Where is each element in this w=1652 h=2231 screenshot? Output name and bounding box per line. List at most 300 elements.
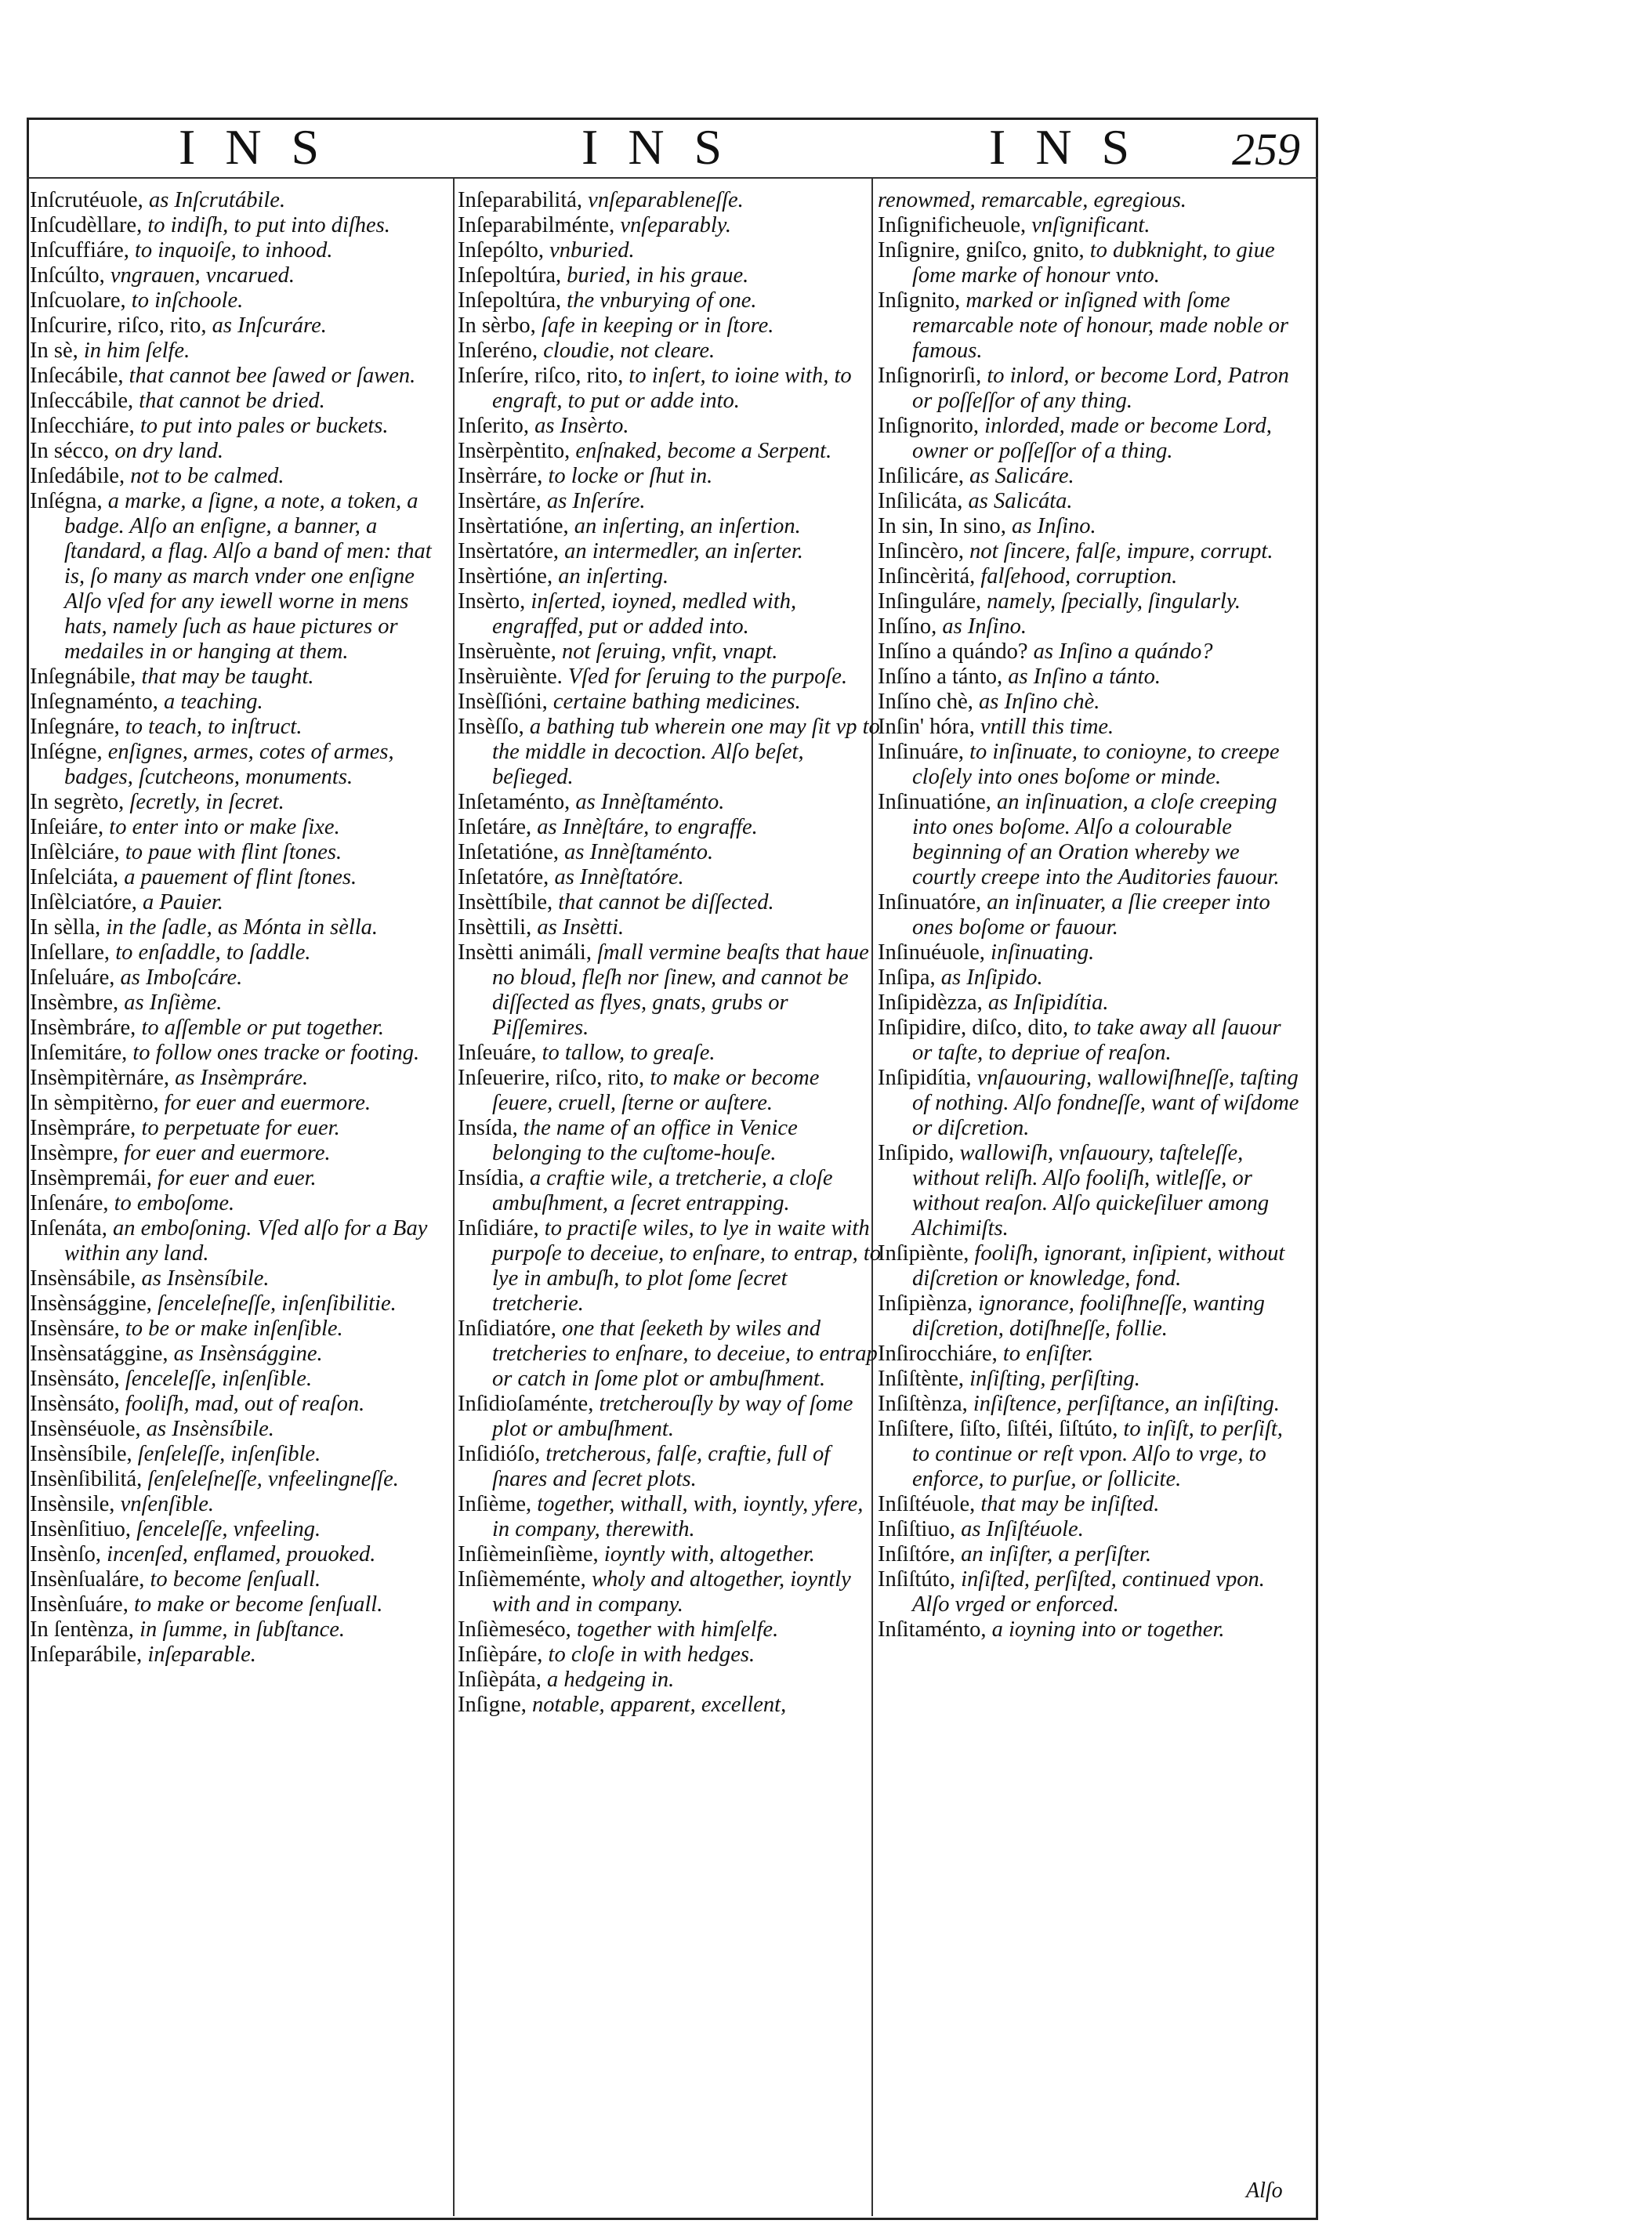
entry-definition: on dry land. bbox=[114, 439, 223, 463]
dictionary-entry bbox=[458, 589, 881, 639]
dictionary-entry bbox=[30, 1367, 453, 1392]
entry-headword: Inſeuáre, bbox=[458, 1041, 537, 1065]
entry-headword: Insèmbre, bbox=[30, 991, 119, 1015]
entry-headword: Insèmbráre, bbox=[30, 1016, 136, 1040]
dictionary-entry bbox=[878, 690, 1301, 715]
entry-headword: Insèrto, bbox=[458, 589, 526, 614]
dictionary-entry bbox=[458, 1567, 881, 1617]
entry-definition: to make or become ſeuere, cruell, ſterne or auſtere. bbox=[492, 1066, 820, 1115]
entry-definition: a craftie wile, a tretcherie, a cloſe ambuſhment, a ſecret entrapping. bbox=[492, 1166, 833, 1215]
entry-definition: inſiſting, perſiſting. bbox=[969, 1367, 1140, 1391]
entry-definition: ſmall vermine beaſts that haue no bloud, fleſh nor ſinew, and cannot be diſſected as flyes, gnats, grubs or Piſſemires. bbox=[492, 940, 869, 1040]
dictionary-entry bbox=[878, 940, 1301, 965]
column-middle bbox=[458, 188, 881, 1718]
entry-definition: to inſinuate, to conioyne, to creepe cloſely into ones boſome or minde. bbox=[912, 740, 1280, 789]
entry-headword: Inſiſtóre, bbox=[878, 1542, 955, 1566]
entry-definition: ſecretly, in ſecret. bbox=[129, 790, 284, 814]
dictionary-entry bbox=[458, 539, 881, 564]
dictionary-entry bbox=[458, 865, 881, 890]
frame-left-rule bbox=[27, 118, 29, 2218]
entry-definition: for euer and euermore. bbox=[124, 1141, 331, 1165]
entry-definition: the vnburying of one. bbox=[567, 288, 757, 313]
entry-definition: as Inſino chè. bbox=[979, 690, 1100, 714]
entry-headword: Insída, bbox=[458, 1116, 518, 1140]
dictionary-entry bbox=[30, 1066, 453, 1091]
entry-definition: inſerted, ioyned, medled with, engraffed, put or added into. bbox=[492, 589, 797, 639]
entry-definition: an emboſoning. Vſed alſo for a Bay within any land. bbox=[64, 1216, 428, 1266]
entry-headword: Inſidiáre, bbox=[458, 1216, 539, 1240]
entry-headword: Inſecábile, bbox=[30, 364, 124, 388]
dictionary-entry bbox=[458, 690, 881, 715]
entry-headword: Inſignire, gniſco, gnito, bbox=[878, 238, 1085, 263]
entry-headword: Inſilicáta, bbox=[878, 489, 963, 513]
dictionary-entry bbox=[30, 188, 453, 213]
dictionary-entry bbox=[878, 1567, 1301, 1617]
entry-headword: Inſinuatióne, bbox=[878, 790, 991, 814]
entry-definition: ſenceleſneſſe, inſenſibilitie. bbox=[158, 1291, 397, 1316]
entry-headword: Inſcrutéuole, bbox=[30, 188, 143, 212]
dictionary-entry bbox=[458, 715, 881, 790]
dictionary-entry bbox=[458, 940, 881, 1041]
entry-definition: enſignes, armes, cotes of armes, badges, ſcutcheons, monuments. bbox=[64, 740, 394, 789]
entry-headword: Inſignorito, bbox=[878, 414, 980, 438]
entry-definition: not to be calmed. bbox=[130, 464, 284, 488]
entry-headword: Insèſſióni, bbox=[458, 690, 548, 714]
entry-headword: Inſíno chè, bbox=[878, 690, 973, 714]
entry-definition: as Salicáta. bbox=[968, 489, 1073, 513]
entry-definition: not ſincere, falſe, impure, corrupt. bbox=[969, 539, 1273, 563]
entry-definition: that cannot be dried. bbox=[139, 389, 325, 413]
entry-headword: Insènsatággine, bbox=[30, 1342, 168, 1366]
entry-headword: Insènsággine, bbox=[30, 1291, 152, 1316]
entry-headword: Insèrpèntito, bbox=[458, 439, 571, 463]
entry-headword: Inſidiatóre, bbox=[458, 1317, 556, 1341]
page-number: 259 bbox=[1232, 124, 1300, 175]
entry-definition: to tallow, to greaſe. bbox=[542, 1041, 716, 1065]
entry-headword: Inſiſtere, ſiſto, ſiſtéi, ſiſtúto, bbox=[878, 1417, 1118, 1441]
entry-headword: Inſipiènza, bbox=[878, 1291, 973, 1316]
dictionary-entry bbox=[458, 564, 881, 589]
dictionary-entry bbox=[30, 1291, 453, 1317]
entry-headword: Inſinguláre, bbox=[878, 589, 982, 614]
entry-headword: Insèmpremái, bbox=[30, 1166, 152, 1190]
entry-headword: Inſenáre, bbox=[30, 1191, 109, 1215]
entry-definition: vnſeparably. bbox=[620, 213, 732, 237]
entry-definition: to emboſome. bbox=[114, 1191, 235, 1215]
dictionary-entry bbox=[458, 364, 881, 414]
entry-headword: Inſipidítia, bbox=[878, 1066, 972, 1090]
entry-definition: a ioyning into or together. bbox=[991, 1617, 1225, 1642]
entry-definition: as Innèſtaménto. bbox=[564, 840, 714, 864]
dictionary-entry bbox=[458, 1492, 881, 1542]
entry-headword: Insènsáto, bbox=[30, 1367, 120, 1391]
entry-headword: Inſidióſo, bbox=[458, 1442, 541, 1466]
entry-headword: Insèrtióne, bbox=[458, 564, 553, 589]
entry-definition: an inſinuater, a ſlie creeper into ones boſome or fauour. bbox=[912, 890, 1270, 940]
entry-definition: namely, ſpecially, ſingularly. bbox=[987, 589, 1241, 614]
entry-definition: an inſinuation, a cloſe creeping into ones boſome. Alſo a colourable beginning of an Oration whereby we courtly creepe into the Auditories fauour. bbox=[912, 790, 1280, 889]
entry-definition: vnſignificant. bbox=[1031, 213, 1150, 237]
entry-headword: Inſigne, bbox=[458, 1693, 527, 1717]
entry-definition: that may be inſiſted. bbox=[980, 1492, 1160, 1516]
dictionary-entry bbox=[30, 464, 453, 489]
entry-definition: as Inſcuráre. bbox=[212, 313, 327, 338]
dictionary-entry bbox=[458, 1442, 881, 1492]
dictionary-entry bbox=[458, 1668, 881, 1693]
dictionary-entry bbox=[878, 1492, 1301, 1517]
entry-headword: Insèttíbile, bbox=[458, 890, 553, 914]
entry-definition: as Inſino. bbox=[942, 614, 1027, 639]
entry-definition: marked or inſigned with ſome remarcable note of honour, made noble or famous. bbox=[912, 288, 1288, 363]
dictionary-entry bbox=[30, 991, 453, 1016]
dictionary-entry bbox=[30, 965, 453, 991]
running-head-left: INS bbox=[179, 119, 350, 175]
dictionary-entry bbox=[458, 1392, 881, 1442]
dictionary-entry bbox=[878, 213, 1301, 238]
entry-headword: Insèrtáre, bbox=[458, 489, 542, 513]
entry-definition: in ſumme, in ſubſtance. bbox=[139, 1617, 346, 1642]
dictionary-entry bbox=[30, 439, 453, 464]
dictionary-entry bbox=[878, 589, 1301, 614]
entry-headword: Inſinuáre, bbox=[878, 740, 964, 764]
entry-headword: Inſcuffiáre, bbox=[30, 238, 129, 263]
dictionary-entry bbox=[878, 740, 1301, 790]
entry-definition: to inſchoole. bbox=[131, 288, 244, 313]
entry-headword: Inſième, bbox=[458, 1492, 532, 1516]
entry-definition: Vſed for ſeruing to the purpoſe. bbox=[567, 665, 848, 689]
dictionary-entry bbox=[458, 1116, 881, 1166]
entry-definition: as Insènsíbile. bbox=[141, 1266, 270, 1291]
dictionary-entry bbox=[30, 815, 453, 840]
dictionary-entry bbox=[458, 188, 881, 213]
entry-headword: Insènsile, bbox=[30, 1492, 115, 1516]
entry-definition: to take away all ſauour or taſte, to depriue of reaſon. bbox=[912, 1016, 1281, 1065]
entry-headword: Inſignificheuole, bbox=[878, 213, 1027, 237]
entry-headword: Inſíno a tánto, bbox=[878, 665, 1003, 689]
dictionary-entry bbox=[30, 288, 453, 313]
entry-headword: Inſièmeséco, bbox=[458, 1617, 571, 1642]
entry-headword: Inſeuerire, riſco, rito, bbox=[458, 1066, 645, 1090]
entry-headword: Inſipido, bbox=[878, 1141, 955, 1165]
entry-headword: Inſégna, bbox=[30, 489, 103, 513]
running-head-center: INS bbox=[581, 119, 752, 175]
dictionary-entry bbox=[458, 288, 881, 313]
entry-definition: incenſed, enflamed, prouoked. bbox=[107, 1542, 376, 1566]
entry-definition: as Inſino a tánto. bbox=[1008, 665, 1161, 689]
entry-headword: Inſeparábile, bbox=[30, 1642, 143, 1667]
dictionary-entry bbox=[458, 464, 881, 489]
entry-definition: renowmed, remarcable, egregious. bbox=[878, 188, 1186, 212]
entry-definition: ſenceleſſe, vnfeeling. bbox=[136, 1517, 321, 1541]
entry-definition: as Inſipido. bbox=[940, 965, 1043, 990]
dictionary-entry bbox=[30, 364, 453, 389]
entry-definition: a hedgeing in. bbox=[546, 1668, 675, 1692]
dictionary-entry bbox=[458, 339, 881, 364]
entry-definition: to cloſe in with hedges. bbox=[548, 1642, 755, 1667]
entry-headword: Inſèlciáre, bbox=[30, 840, 120, 864]
entry-headword: Insènſibilitá, bbox=[30, 1467, 143, 1491]
dictionary-entry bbox=[878, 1617, 1301, 1642]
dictionary-entry bbox=[30, 1492, 453, 1517]
entry-headword: Inſin' hóra, bbox=[878, 715, 975, 739]
entry-headword: Inſièmeménte, bbox=[458, 1567, 586, 1592]
entry-headword: Inſepoltúra, bbox=[458, 288, 562, 313]
entry-definition: vnſenſible. bbox=[120, 1492, 215, 1516]
dictionary-entry bbox=[878, 1367, 1301, 1392]
entry-definition: not ſeruing, vnfit, vnapt. bbox=[561, 639, 778, 664]
dictionary-entry bbox=[30, 1166, 453, 1191]
dictionary-entry bbox=[878, 1342, 1301, 1367]
entry-headword: Inſèlciatóre, bbox=[30, 890, 137, 914]
entry-definition: fooliſh, mad, out of reaſon. bbox=[125, 1392, 365, 1416]
dictionary-entry bbox=[30, 1216, 453, 1266]
entry-definition: to inſert, to ioine with, to engraft, to put or adde into. bbox=[492, 364, 852, 413]
entry-headword: Inſerito, bbox=[458, 414, 530, 438]
entry-headword: Insènsáto, bbox=[30, 1392, 120, 1416]
entry-definition: to enter into or make ſixe. bbox=[109, 815, 340, 839]
entry-headword: In sèmpitèrno, bbox=[30, 1091, 159, 1115]
entry-headword: Inſincèritá, bbox=[878, 564, 976, 589]
entry-headword: Inſiſtéuole, bbox=[878, 1492, 976, 1516]
entry-definition: as Inſino. bbox=[1012, 514, 1096, 538]
dictionary-entry bbox=[30, 1542, 453, 1567]
dictionary-entry bbox=[458, 890, 881, 915]
dictionary-entry bbox=[458, 1066, 881, 1116]
entry-headword: Inſeríre, riſco, rito, bbox=[458, 364, 624, 388]
entry-headword: Insèttili, bbox=[458, 915, 532, 940]
dictionary-entry bbox=[878, 1016, 1301, 1066]
dictionary-entry bbox=[878, 564, 1301, 589]
entry-definition: to enſiſter. bbox=[1002, 1342, 1094, 1366]
entry-headword: Inſegnáre, bbox=[30, 715, 120, 739]
entry-headword: Inſepoltúra, bbox=[458, 263, 562, 288]
entry-definition: to become ſenſuall. bbox=[150, 1567, 321, 1592]
entry-headword: Inſipiènte, bbox=[878, 1241, 969, 1266]
dictionary-entry bbox=[878, 715, 1301, 740]
entry-definition: vngrauen, vncarued. bbox=[110, 263, 295, 288]
entry-definition: tretcherous, falſe, craftie, full of ſnares and ſecret plots. bbox=[492, 1442, 831, 1491]
dictionary-entry bbox=[30, 865, 453, 890]
dictionary-entry bbox=[458, 489, 881, 514]
dictionary-entry bbox=[878, 1291, 1301, 1342]
dictionary-entry bbox=[30, 1116, 453, 1141]
entry-headword: Insènsáre, bbox=[30, 1317, 120, 1341]
entry-headword: Insèſſo, bbox=[458, 715, 524, 739]
entry-definition: to inſiſt, to perſiſt, to continue or reſt vpon. Alſo to vrge, to enforce, to purſue, or ſollicite. bbox=[912, 1417, 1283, 1491]
entry-headword: Insèmpitèrnáre, bbox=[30, 1066, 170, 1090]
entry-definition: wallowiſh, vnſauoury, taſteleſſe, without reliſh. Alſo fooliſh, witleſſe, or without reaſon. Alſo quickeſiluer among Alchimiſts. bbox=[912, 1141, 1270, 1240]
entry-headword: Insèrráre, bbox=[458, 464, 543, 488]
entry-definition: that cannot be diſſected. bbox=[558, 890, 774, 914]
dictionary-entry bbox=[30, 1517, 453, 1542]
entry-definition: as Insènsággine. bbox=[173, 1342, 323, 1366]
dictionary-entry bbox=[30, 1016, 453, 1041]
entry-headword: Insènsíbile, bbox=[30, 1442, 132, 1466]
entry-definition: inſiſted, perſiſted, continued vpon. Alſo vrged or enforced. bbox=[912, 1567, 1265, 1617]
entry-definition: to be or make inſenſible. bbox=[125, 1317, 343, 1341]
entry-headword: Inſirocchiáre, bbox=[878, 1342, 998, 1366]
entry-definition: together, withall, with, ioyntly, yfere, in company, therewith. bbox=[492, 1492, 864, 1541]
entry-definition: to indiſh, to put into diſhes. bbox=[147, 213, 390, 237]
entry-headword: Inſcuolare, bbox=[30, 288, 126, 313]
entry-headword: Insèrtatióne, bbox=[458, 514, 569, 538]
dictionary-entry bbox=[30, 313, 453, 339]
frame-bottom-rule bbox=[27, 2218, 1318, 2220]
dictionary-entry bbox=[458, 213, 881, 238]
entry-headword: Inſinuéuole, bbox=[878, 940, 985, 965]
entry-definition: to inlord, or become Lord, Patron or poſſeſſor of any thing. bbox=[912, 364, 1289, 413]
column-right bbox=[878, 188, 1301, 1642]
entry-definition: for euer and euer. bbox=[158, 1166, 317, 1190]
dictionary-entry bbox=[878, 1392, 1301, 1417]
entry-definition: for euer and euermore. bbox=[164, 1091, 371, 1115]
dictionary-entry bbox=[30, 489, 453, 665]
dictionary-entry bbox=[878, 1141, 1301, 1241]
entry-headword: Insídia, bbox=[458, 1166, 524, 1190]
dictionary-entry bbox=[458, 1216, 881, 1317]
entry-headword: In segrèto, bbox=[30, 790, 125, 814]
entry-headword: Insèmpráre, bbox=[30, 1116, 136, 1140]
entry-definition: cloudie, not cleare. bbox=[543, 339, 716, 363]
dictionary-entry bbox=[30, 915, 453, 940]
entry-definition: ſenſeleſneſſe, vnfeelingneſſe. bbox=[147, 1467, 399, 1491]
dictionary-entry bbox=[878, 188, 1301, 213]
entry-headword: Inſetatióne, bbox=[458, 840, 559, 864]
entry-headword: Inſeparabilitá, bbox=[458, 188, 583, 212]
dictionary-entry bbox=[458, 238, 881, 263]
dictionary-entry bbox=[458, 1617, 881, 1642]
entry-headword: In sè, bbox=[30, 339, 78, 363]
entry-headword: Insènſuáre, bbox=[30, 1592, 129, 1617]
entry-definition: as Insèrto. bbox=[534, 414, 629, 438]
dictionary-entry bbox=[30, 1141, 453, 1166]
dictionary-entry bbox=[458, 665, 881, 690]
dictionary-entry bbox=[30, 1442, 453, 1467]
entry-headword: Inſellare, bbox=[30, 940, 110, 965]
entry-definition: vnſauouring, wallowiſhneſſe, taſting of nothing. Alſo fondneſſe, want of wiſdome or diſcretion. bbox=[912, 1066, 1299, 1140]
entry-definition: fooliſh, ignorant, inſipient, without diſcretion or knowledge, fond. bbox=[912, 1241, 1285, 1291]
dictionary-entry bbox=[458, 1166, 881, 1216]
entry-headword: Insèmpre, bbox=[30, 1141, 119, 1165]
entry-headword: Inſidioſaménte, bbox=[458, 1392, 594, 1416]
entry-headword: Inſíno a quándo? bbox=[878, 639, 1028, 664]
entry-definition: as Inſeríre. bbox=[546, 489, 646, 513]
dictionary-entry bbox=[30, 665, 453, 690]
entry-headword: Inſedábile, bbox=[30, 464, 125, 488]
dictionary-entry bbox=[878, 614, 1301, 639]
entry-headword: Inſiſtiuo, bbox=[878, 1517, 955, 1541]
dictionary-entry bbox=[30, 1091, 453, 1116]
entry-definition: vntill this time. bbox=[980, 715, 1114, 739]
dictionary-entry bbox=[878, 790, 1301, 890]
entry-definition: that may be taught. bbox=[141, 665, 314, 689]
dictionary-entry bbox=[30, 715, 453, 740]
dictionary-entry bbox=[30, 1467, 453, 1492]
dictionary-entry bbox=[30, 740, 453, 790]
entry-definition: certaine bathing medicines. bbox=[552, 690, 801, 714]
entry-definition: as Inſième. bbox=[124, 991, 223, 1015]
column-rule-1 bbox=[453, 179, 455, 2216]
entry-definition: buried, in his graue. bbox=[567, 263, 749, 288]
entry-definition: to aſſemble or put together. bbox=[141, 1016, 384, 1040]
dictionary-entry bbox=[30, 840, 453, 865]
entry-definition: notable, apparent, excellent, bbox=[531, 1693, 787, 1717]
dictionary-entry bbox=[878, 514, 1301, 539]
dictionary-entry bbox=[878, 1066, 1301, 1141]
entry-definition: inſeparable. bbox=[147, 1642, 256, 1667]
entry-headword: Inſièpáre, bbox=[458, 1642, 543, 1667]
entry-definition: as Insèmpráre. bbox=[175, 1066, 309, 1090]
entry-headword: Inſiſtènza, bbox=[878, 1392, 968, 1416]
entry-definition: to enſaddle, to ſaddle. bbox=[115, 940, 311, 965]
entry-definition: as Insènsíbile. bbox=[146, 1417, 274, 1441]
entry-headword: Inſelciáta, bbox=[30, 865, 119, 889]
dictionary-entry bbox=[30, 1592, 453, 1617]
dictionary-entry bbox=[878, 288, 1301, 364]
entry-definition: a bathing tub wherein one may ſit vp to the middle in decoction. Alſo beſet, beſieged. bbox=[492, 715, 880, 789]
entry-definition: a teaching. bbox=[163, 690, 263, 714]
dictionary-entry bbox=[878, 965, 1301, 991]
entry-headword: Inſilicáre, bbox=[878, 464, 964, 488]
dictionary-entry bbox=[458, 915, 881, 940]
entry-headword: Inſignito, bbox=[878, 288, 961, 313]
entry-headword: In sèlla, bbox=[30, 915, 101, 940]
dictionary-entry bbox=[30, 1417, 453, 1442]
dictionary-entry bbox=[30, 339, 453, 364]
entry-headword: Inſipidire, diſco, dito, bbox=[878, 1016, 1069, 1040]
entry-definition: ignorance, fooliſhneſſe, wanting diſcretion, dotiſhneſſe, follie. bbox=[912, 1291, 1265, 1341]
dictionary-entry bbox=[30, 1191, 453, 1216]
entry-definition: an inſerting. bbox=[558, 564, 669, 589]
dictionary-entry bbox=[878, 238, 1301, 288]
entry-definition: the name of an office in Venice belonging to the cuſtome-houſe. bbox=[492, 1116, 798, 1165]
entry-headword: Insèruiènte. bbox=[458, 665, 563, 689]
dictionary-entry bbox=[458, 439, 881, 464]
entry-definition: to follow ones tracke or footing. bbox=[132, 1041, 420, 1065]
dictionary-entry bbox=[458, 1642, 881, 1668]
entry-headword: Inſecchiáre, bbox=[30, 414, 135, 438]
entry-headword: In sèrbo, bbox=[458, 313, 536, 338]
entry-definition: an inſiſter, a perſiſter. bbox=[961, 1542, 1152, 1566]
dictionary-entry bbox=[30, 1642, 453, 1668]
entry-definition: a marke, a ſigne, a note, a token, a badge. Alſo an enſigne, a banner, a ſtandard, a flag. Alſo a band of men: that is, ſo many as march vnder one enſigne Alſo vſed for any iewell worne in mens hats, namely ſuch as haue pictures or medailes in or hanging at them. bbox=[64, 489, 432, 664]
entry-definition: ſafe in keeping or in ſtore. bbox=[541, 313, 774, 338]
entry-headword: In sin, In sino, bbox=[878, 514, 1006, 538]
entry-headword: Inſincèro, bbox=[878, 539, 964, 563]
entry-definition: together with himſelfe. bbox=[576, 1617, 779, 1642]
entry-definition: ſenceleſſe, inſenſible. bbox=[125, 1367, 313, 1391]
entry-definition: one that ſeeketh by wiles and tretcheries to enſnare, to deceiue, to entrap or catch in ſome plot or ambuſhment. bbox=[492, 1317, 878, 1391]
entry-headword: Inſepólto, bbox=[458, 238, 545, 263]
entry-definition: to practiſe wiles, to lye in waite with purpoſe to deceiue, to enſnare, to entrap, to lye in ambuſh, to plot ſome ſecret tretcherie. bbox=[492, 1216, 882, 1316]
entry-headword: Inſeiáre, bbox=[30, 815, 104, 839]
entry-definition: as Innèſtaménto. bbox=[575, 790, 725, 814]
dictionary-entry bbox=[30, 414, 453, 439]
dictionary-entry bbox=[878, 991, 1301, 1016]
entry-definition: falſehood, corruption. bbox=[980, 564, 1178, 589]
entry-definition: as Imboſcáre. bbox=[120, 965, 243, 990]
entry-headword: Inſeparabilménte, bbox=[458, 213, 615, 237]
dictionary-entry bbox=[878, 364, 1301, 414]
entry-headword: Inſetatóre, bbox=[458, 865, 549, 889]
dictionary-entry bbox=[878, 890, 1301, 940]
running-head-right: INS bbox=[989, 119, 1160, 175]
entry-headword: Inſignorirſi, bbox=[878, 364, 982, 388]
dictionary-entry bbox=[458, 1317, 881, 1392]
entry-headword: Inſièmeinſième, bbox=[458, 1542, 599, 1566]
entry-headword: Inſitaménto, bbox=[878, 1617, 987, 1642]
dictionary-entry bbox=[458, 514, 881, 539]
